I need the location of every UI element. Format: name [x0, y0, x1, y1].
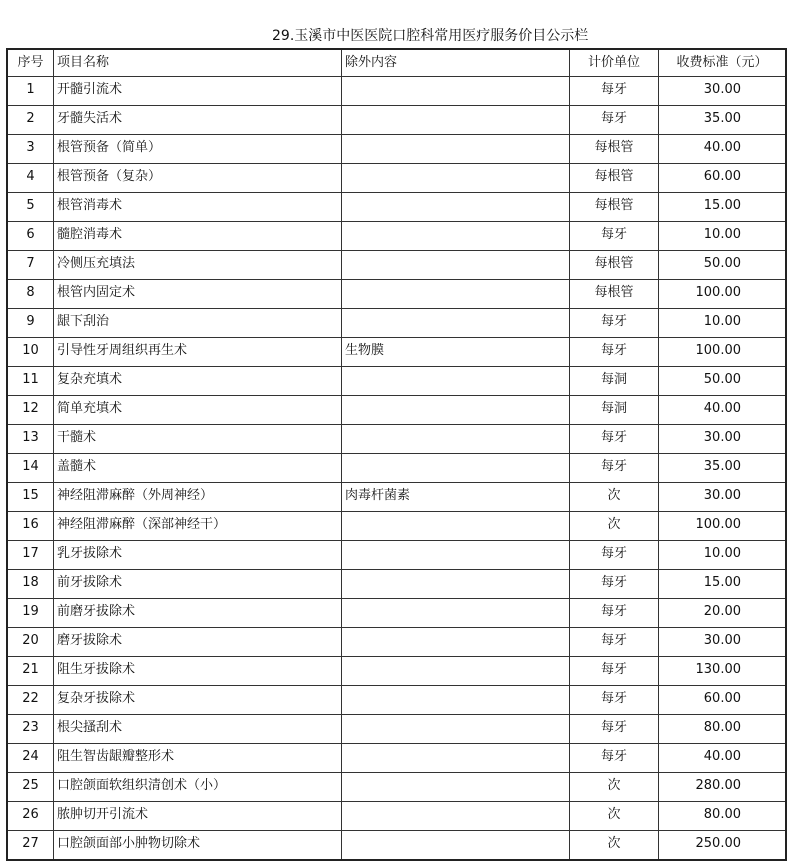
cell-unit: 每牙	[570, 744, 659, 773]
cell-exclusion	[342, 309, 570, 338]
cell-exclusion	[342, 715, 570, 744]
table-row	[7, 135, 786, 164]
cell-fee: 50.00	[659, 367, 787, 396]
cell-exclusion	[342, 367, 570, 396]
cell-unit: 每牙	[570, 657, 659, 686]
table-row	[7, 77, 786, 106]
cell-name: 口腔颌面软组织清创术（小）	[54, 773, 342, 802]
cell-name: 阻生智齿龈瓣整形术	[54, 744, 342, 773]
cell-unit: 每牙	[570, 628, 659, 657]
cell-no: 7	[7, 251, 54, 280]
cell-unit: 每洞	[570, 396, 659, 425]
cell-exclusion	[342, 686, 570, 715]
cell-no: 11	[7, 367, 54, 396]
cell-unit: 次	[570, 831, 659, 861]
cell-unit: 次	[570, 512, 659, 541]
cell-exclusion	[342, 425, 570, 454]
cell-name: 阻生牙拔除术	[54, 657, 342, 686]
cell-name: 前牙拔除术	[54, 570, 342, 599]
table-row	[7, 251, 786, 280]
cell-no: 21	[7, 657, 54, 686]
table-row	[7, 628, 786, 657]
table-row	[7, 280, 786, 309]
cell-no: 15	[7, 483, 54, 512]
cell-exclusion	[342, 164, 570, 193]
table-row	[7, 715, 786, 744]
cell-no: 23	[7, 715, 54, 744]
cell-no: 3	[7, 135, 54, 164]
cell-no: 24	[7, 744, 54, 773]
cell-unit: 每牙	[570, 541, 659, 570]
cell-exclusion	[342, 831, 570, 861]
table-header-row	[7, 49, 786, 77]
cell-fee: 80.00	[659, 715, 787, 744]
cell-name: 冷侧压充填法	[54, 251, 342, 280]
table-row	[7, 106, 786, 135]
cell-unit: 每根管	[570, 193, 659, 222]
table-row	[7, 657, 786, 686]
cell-unit: 每牙	[570, 454, 659, 483]
cell-fee: 40.00	[659, 135, 787, 164]
table-row	[7, 570, 786, 599]
header-fee: 收费标准（元）	[659, 49, 787, 77]
cell-no: 5	[7, 193, 54, 222]
cell-name: 根尖搔刮术	[54, 715, 342, 744]
cell-no: 10	[7, 338, 54, 367]
cell-exclusion	[342, 599, 570, 628]
cell-name: 龈下刮治	[54, 309, 342, 338]
header-unit: 计价单位	[570, 49, 659, 77]
header-name: 项目名称	[54, 49, 342, 77]
cell-no: 13	[7, 425, 54, 454]
cell-exclusion	[342, 396, 570, 425]
table-row	[7, 512, 786, 541]
cell-exclusion	[342, 135, 570, 164]
header-exclusion: 除外内容	[342, 49, 570, 77]
cell-fee: 30.00	[659, 77, 787, 106]
cell-no: 8	[7, 280, 54, 309]
cell-name: 前磨牙拔除术	[54, 599, 342, 628]
cell-name: 牙髓失活术	[54, 106, 342, 135]
cell-no: 16	[7, 512, 54, 541]
cell-exclusion: 生物膜	[342, 338, 570, 367]
cell-fee: 40.00	[659, 396, 787, 425]
cell-no: 6	[7, 222, 54, 251]
table-row	[7, 425, 786, 454]
table-row	[7, 686, 786, 715]
table-row	[7, 831, 786, 861]
table-row	[7, 773, 786, 802]
cell-no: 2	[7, 106, 54, 135]
cell-name: 脓肿切开引流术	[54, 802, 342, 831]
cell-unit: 每牙	[570, 715, 659, 744]
cell-unit: 每牙	[570, 77, 659, 106]
header-no: 序号	[7, 49, 54, 77]
cell-name: 根管预备（复杂）	[54, 164, 342, 193]
price-table	[6, 48, 787, 861]
cell-fee: 40.00	[659, 744, 787, 773]
cell-unit: 每牙	[570, 106, 659, 135]
table-row	[7, 222, 786, 251]
cell-fee: 50.00	[659, 251, 787, 280]
cell-name: 根管消毒术	[54, 193, 342, 222]
cell-name: 乳牙拔除术	[54, 541, 342, 570]
cell-exclusion	[342, 802, 570, 831]
cell-no: 9	[7, 309, 54, 338]
cell-no: 20	[7, 628, 54, 657]
cell-unit: 每根管	[570, 164, 659, 193]
cell-no: 14	[7, 454, 54, 483]
cell-fee: 30.00	[659, 628, 787, 657]
cell-unit: 每牙	[570, 686, 659, 715]
table-row	[7, 802, 786, 831]
cell-no: 22	[7, 686, 54, 715]
cell-fee: 60.00	[659, 164, 787, 193]
cell-fee: 130.00	[659, 657, 787, 686]
cell-no: 4	[7, 164, 54, 193]
table-row	[7, 367, 786, 396]
cell-name: 磨牙拔除术	[54, 628, 342, 657]
cell-unit: 每根管	[570, 280, 659, 309]
cell-exclusion	[342, 773, 570, 802]
cell-name: 开髓引流术	[54, 77, 342, 106]
cell-unit: 次	[570, 802, 659, 831]
cell-name: 神经阻滞麻醉（深部神经干）	[54, 512, 342, 541]
cell-exclusion	[342, 454, 570, 483]
cell-no: 27	[7, 831, 54, 861]
cell-exclusion	[342, 512, 570, 541]
cell-no: 17	[7, 541, 54, 570]
cell-fee: 10.00	[659, 222, 787, 251]
cell-unit: 每根管	[570, 135, 659, 164]
cell-unit: 每洞	[570, 367, 659, 396]
cell-exclusion	[342, 628, 570, 657]
cell-fee: 250.00	[659, 831, 787, 861]
cell-exclusion	[342, 744, 570, 773]
cell-exclusion	[342, 251, 570, 280]
cell-unit: 每牙	[570, 570, 659, 599]
cell-no: 1	[7, 77, 54, 106]
cell-unit: 每牙	[570, 338, 659, 367]
table-row	[7, 744, 786, 773]
cell-fee: 30.00	[659, 483, 787, 512]
cell-fee: 35.00	[659, 106, 787, 135]
cell-unit: 每牙	[570, 425, 659, 454]
cell-name: 复杂牙拔除术	[54, 686, 342, 715]
cell-no: 26	[7, 802, 54, 831]
cell-name: 盖髓术	[54, 454, 342, 483]
cell-fee: 280.00	[659, 773, 787, 802]
cell-exclusion	[342, 77, 570, 106]
cell-unit: 每牙	[570, 599, 659, 628]
cell-no: 25	[7, 773, 54, 802]
cell-unit: 每牙	[570, 309, 659, 338]
cell-name: 根管预备（简单）	[54, 135, 342, 164]
cell-fee: 10.00	[659, 541, 787, 570]
table-row	[7, 599, 786, 628]
table-row	[7, 483, 786, 512]
table-row	[7, 309, 786, 338]
cell-no: 18	[7, 570, 54, 599]
document-title: 29.玉溪市中医医院口腔科常用医疗服务价目公示栏	[272, 28, 589, 44]
cell-name: 口腔颌面部小肿物切除术	[54, 831, 342, 861]
cell-exclusion	[342, 106, 570, 135]
cell-fee: 10.00	[659, 309, 787, 338]
cell-fee: 20.00	[659, 599, 787, 628]
table-row	[7, 541, 786, 570]
cell-fee: 100.00	[659, 280, 787, 309]
cell-fee: 30.00	[659, 425, 787, 454]
cell-exclusion: 肉毒杆菌素	[342, 483, 570, 512]
table-row	[7, 338, 786, 367]
cell-name: 神经阻滞麻醉（外周神经）	[54, 483, 342, 512]
cell-exclusion	[342, 657, 570, 686]
table-row	[7, 396, 786, 425]
cell-unit: 次	[570, 773, 659, 802]
cell-unit: 每根管	[570, 251, 659, 280]
cell-exclusion	[342, 280, 570, 309]
cell-fee: 35.00	[659, 454, 787, 483]
cell-exclusion	[342, 541, 570, 570]
cell-exclusion	[342, 222, 570, 251]
table-row	[7, 164, 786, 193]
cell-fee: 80.00	[659, 802, 787, 831]
cell-name: 干髓术	[54, 425, 342, 454]
cell-fee: 60.00	[659, 686, 787, 715]
cell-no: 12	[7, 396, 54, 425]
table-row	[7, 193, 786, 222]
cell-fee: 15.00	[659, 193, 787, 222]
table-row	[7, 454, 786, 483]
cell-name: 根管内固定术	[54, 280, 342, 309]
cell-exclusion	[342, 570, 570, 599]
cell-name: 复杂充填术	[54, 367, 342, 396]
cell-fee: 100.00	[659, 338, 787, 367]
cell-unit: 每牙	[570, 222, 659, 251]
cell-no: 19	[7, 599, 54, 628]
cell-unit: 次	[570, 483, 659, 512]
cell-name: 髓腔消毒术	[54, 222, 342, 251]
cell-name: 简单充填术	[54, 396, 342, 425]
cell-fee: 15.00	[659, 570, 787, 599]
cell-name: 引导性牙周组织再生术	[54, 338, 342, 367]
cell-exclusion	[342, 193, 570, 222]
cell-fee: 100.00	[659, 512, 787, 541]
